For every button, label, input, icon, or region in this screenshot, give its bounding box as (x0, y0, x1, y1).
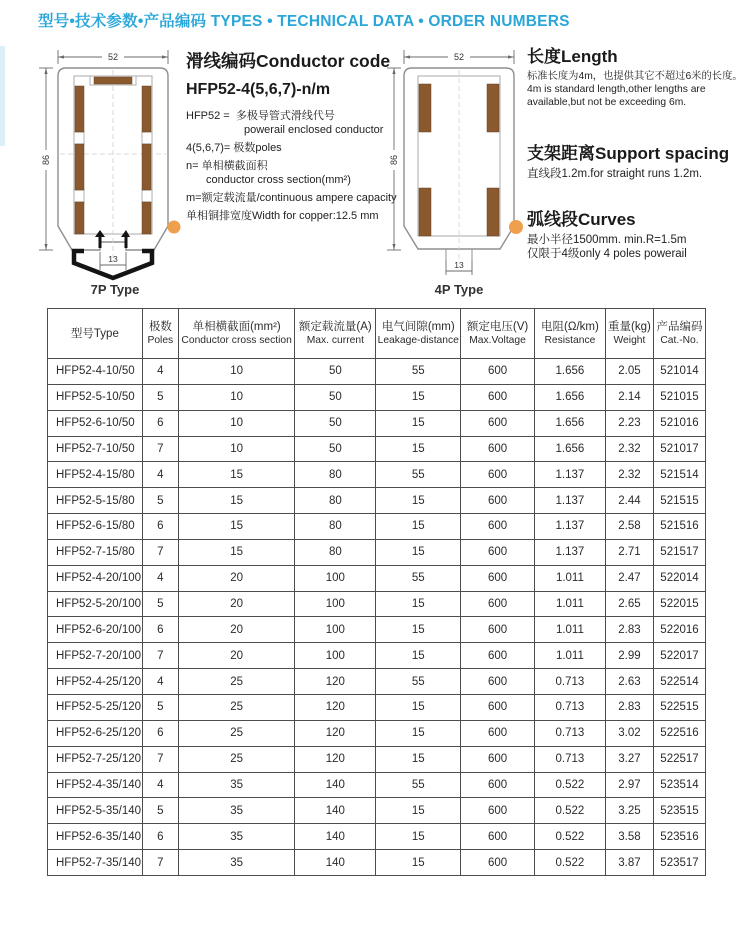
cell-max-current: 80 (295, 514, 376, 540)
legend-n-zh: n= 单相横截面积 (186, 160, 268, 172)
curves-section (527, 205, 750, 261)
cell-type: HFP52-6-10/50 (48, 410, 143, 436)
cell-weight: 2.83 (605, 694, 653, 720)
cell-poles: 5 (142, 488, 178, 514)
cell-max-voltage: 600 (461, 643, 535, 669)
column-header: 额定载流量(A) Max. current (295, 309, 376, 359)
cell-resistance: 1.656 (534, 359, 605, 385)
length-section (527, 42, 750, 109)
cell-max-voltage: 600 (461, 436, 535, 462)
cell-max-voltage: 600 (461, 591, 535, 617)
cell-weight: 2.58 (605, 514, 653, 540)
length-line1: 标准长度为4m，也提供其它不超过6米的长度。 (527, 71, 743, 82)
cell-cross-section: 20 (178, 591, 294, 617)
cell-cross-section: 35 (178, 772, 294, 798)
conductor-code-model: HFP52-4(5,6,7)-n/m (186, 81, 331, 98)
cell-cross-section: 25 (178, 669, 294, 695)
cell-max-voltage: 600 (461, 514, 535, 540)
cell-max-voltage: 600 (461, 384, 535, 410)
page-title: 型号•技术参数•产品编码 TYPES • TECHNICAL DATA • ORDER NUMBERS (38, 13, 570, 30)
cell-resistance: 1.137 (534, 514, 605, 540)
curves-title: 弧线段Curves (527, 210, 636, 229)
cell-weight: 2.63 (605, 669, 653, 695)
cell-cat-no: 521516 (653, 514, 705, 540)
cell-cat-no: 521015 (653, 384, 705, 410)
table-row (48, 591, 706, 617)
cell-resistance: 1.656 (534, 410, 605, 436)
cell-poles: 6 (142, 617, 178, 643)
cell-max-voltage: 600 (461, 488, 535, 514)
cell-cat-no: 523514 (653, 772, 705, 798)
cell-leakage-distance: 15 (376, 539, 461, 565)
cell-max-current: 50 (295, 384, 376, 410)
legend-zh: 多极导管式滑线代号 (235, 110, 335, 122)
cell-type: HFP52-5-10/50 (48, 384, 143, 410)
cell-cat-no: 521514 (653, 462, 705, 488)
cell-type: HFP52-4-35/140 (48, 772, 143, 798)
cell-resistance: 0.522 (534, 850, 605, 876)
cell-cat-no: 521517 (653, 539, 705, 565)
cell-leakage-distance: 15 (376, 514, 461, 540)
legend-n-en: conductor cross section(mm²) (206, 174, 351, 186)
table-row (48, 488, 706, 514)
dim-label-86-4p: 86 (389, 154, 399, 166)
cell-type: HFP52-5-25/120 (48, 694, 143, 720)
cell-max-current: 120 (295, 720, 376, 746)
table-row (48, 410, 706, 436)
table-row (48, 798, 706, 824)
diagram-label-7p: 7P Type (90, 282, 140, 297)
cell-cat-no: 522017 (653, 643, 705, 669)
length-line3: available,but not be exceeding 6m. (527, 97, 687, 108)
table-row (48, 539, 706, 565)
cell-cross-section: 25 (178, 746, 294, 772)
cell-cross-section: 20 (178, 565, 294, 591)
cell-resistance: 1.656 (534, 384, 605, 410)
cell-weight: 2.14 (605, 384, 653, 410)
table-row (48, 384, 706, 410)
cell-leakage-distance: 15 (376, 850, 461, 876)
legend-poles: 4(5,6,7)= 极数poles (186, 142, 282, 154)
cell-max-current: 50 (295, 359, 376, 385)
cell-max-voltage: 600 (461, 694, 535, 720)
cell-weight: 2.32 (605, 436, 653, 462)
cell-cross-section: 15 (178, 462, 294, 488)
cell-max-current: 100 (295, 591, 376, 617)
dim-label-13: 13 (108, 254, 118, 264)
cell-type: HFP52-7-10/50 (48, 436, 143, 462)
cell-max-current: 120 (295, 746, 376, 772)
length-title: 长度Length (527, 47, 618, 66)
cell-leakage-distance: 15 (376, 410, 461, 436)
cell-max-voltage: 600 (461, 772, 535, 798)
cell-max-voltage: 600 (461, 669, 535, 695)
cell-max-current: 140 (295, 824, 376, 850)
cell-resistance: 0.522 (534, 824, 605, 850)
cell-leakage-distance: 15 (376, 488, 461, 514)
cell-poles: 7 (142, 436, 178, 462)
cell-type: HFP52-6-25/120 (48, 720, 143, 746)
table-row (48, 746, 706, 772)
cell-cross-section: 10 (178, 359, 294, 385)
legend-width: 单相铜排宽度Width for copper:12.5 mm (186, 210, 379, 222)
cell-resistance: 0.713 (534, 720, 605, 746)
cell-poles: 5 (142, 384, 178, 410)
cell-leakage-distance: 15 (376, 694, 461, 720)
table-row (48, 617, 706, 643)
cell-resistance: 1.137 (534, 462, 605, 488)
cell-leakage-distance: 15 (376, 591, 461, 617)
cell-resistance: 1.137 (534, 488, 605, 514)
cell-resistance: 1.011 (534, 565, 605, 591)
cell-resistance: 0.522 (534, 798, 605, 824)
cell-cross-section: 15 (178, 539, 294, 565)
cell-type: HFP52-4-15/80 (48, 462, 143, 488)
cell-leakage-distance: 15 (376, 824, 461, 850)
cell-max-current: 100 (295, 617, 376, 643)
cell-cat-no: 523516 (653, 824, 705, 850)
table-row (48, 643, 706, 669)
column-header: 产品编码 Cat.-No. (653, 309, 705, 359)
cell-weight: 2.23 (605, 410, 653, 436)
cell-poles: 7 (142, 539, 178, 565)
table-row (48, 514, 706, 540)
cell-max-current: 140 (295, 772, 376, 798)
spec-table-body (48, 359, 706, 876)
cell-weight: 2.05 (605, 359, 653, 385)
spec-table (47, 308, 706, 876)
table-row (48, 720, 706, 746)
curves-line1: 最小半径1500mm. min.R=1.5m (527, 234, 687, 246)
cell-poles: 6 (142, 824, 178, 850)
cell-weight: 3.27 (605, 746, 653, 772)
diagram-label-4p: 4P Type (434, 282, 484, 297)
4p-cross-section-diagram (386, 44, 526, 300)
cell-type: HFP52-4-25/120 (48, 669, 143, 695)
info-column (527, 42, 750, 261)
cell-weight: 3.87 (605, 850, 653, 876)
dim-label-13-4p: 13 (454, 260, 464, 270)
cell-max-voltage: 600 (461, 720, 535, 746)
cell-cross-section: 35 (178, 850, 294, 876)
cell-resistance: 1.011 (534, 643, 605, 669)
cell-cat-no: 521014 (653, 359, 705, 385)
cell-cat-no: 522517 (653, 746, 705, 772)
dim-label-52-4p: 52 (453, 52, 465, 62)
cell-max-current: 140 (295, 850, 376, 876)
cell-poles: 7 (142, 746, 178, 772)
table-row (48, 436, 706, 462)
column-header: 电阻(Ω/km) Resistance (534, 309, 605, 359)
cell-type: HFP52-5-20/100 (48, 591, 143, 617)
cell-cross-section: 20 (178, 617, 294, 643)
cell-poles: 7 (142, 643, 178, 669)
cell-cat-no: 522516 (653, 720, 705, 746)
cell-resistance: 0.713 (534, 694, 605, 720)
cell-leakage-distance: 15 (376, 643, 461, 669)
curves-line2: 仅限于4级only 4 poles powerail (527, 248, 687, 260)
cell-cross-section: 35 (178, 824, 294, 850)
cell-resistance: 1.011 (534, 617, 605, 643)
cell-type: HFP52-4-10/50 (48, 359, 143, 385)
dim-label-86: 86 (41, 154, 51, 166)
cell-max-voltage: 600 (461, 410, 535, 436)
table-row (48, 565, 706, 591)
cell-weight: 3.02 (605, 720, 653, 746)
cell-cross-section: 10 (178, 384, 294, 410)
cell-resistance: 1.656 (534, 436, 605, 462)
cell-resistance: 1.137 (534, 539, 605, 565)
cell-leakage-distance: 15 (376, 798, 461, 824)
spec-table-header-row (48, 309, 706, 359)
cell-type: HFP52-5-15/80 (48, 488, 143, 514)
cell-weight: 2.99 (605, 643, 653, 669)
cell-leakage-distance: 55 (376, 359, 461, 385)
cell-max-voltage: 600 (461, 824, 535, 850)
cell-cross-section: 10 (178, 410, 294, 436)
cell-leakage-distance: 55 (376, 669, 461, 695)
cell-max-voltage: 600 (461, 746, 535, 772)
cell-poles: 4 (142, 772, 178, 798)
cell-cross-section: 10 (178, 436, 294, 462)
cell-poles: 5 (142, 591, 178, 617)
cell-type: HFP52-6-15/80 (48, 514, 143, 540)
cell-poles: 6 (142, 720, 178, 746)
cell-cat-no: 521515 (653, 488, 705, 514)
cell-max-voltage: 600 (461, 539, 535, 565)
cell-cat-no: 522515 (653, 694, 705, 720)
table-row (48, 669, 706, 695)
column-header: 型号Type (48, 309, 143, 359)
cell-poles: 5 (142, 694, 178, 720)
column-header: 单相横截面(mm²) Conductor cross section (178, 309, 294, 359)
cell-max-current: 50 (295, 436, 376, 462)
cell-cross-section: 25 (178, 694, 294, 720)
column-header: 电气间隙(mm) Leakage-distance (376, 309, 461, 359)
cell-max-current: 80 (295, 462, 376, 488)
table-row (48, 694, 706, 720)
cell-type: HFP52-5-35/140 (48, 798, 143, 824)
cell-max-voltage: 600 (461, 565, 535, 591)
7p-cross-section-diagram (36, 44, 192, 300)
cell-cat-no: 523517 (653, 850, 705, 876)
legend-en: powerail enclosed conductor (244, 124, 384, 136)
cell-cross-section: 20 (178, 643, 294, 669)
cell-cat-no: 523515 (653, 798, 705, 824)
table-row (48, 772, 706, 798)
cell-cat-no: 521017 (653, 436, 705, 462)
cell-cat-no: 522016 (653, 617, 705, 643)
left-margin-accent-strip (0, 46, 5, 146)
cell-cat-no: 522514 (653, 669, 705, 695)
cell-leakage-distance: 15 (376, 436, 461, 462)
column-header: 重量(kg) Weight (605, 309, 653, 359)
table-row (48, 359, 706, 385)
cell-cross-section: 25 (178, 720, 294, 746)
cell-leakage-distance: 15 (376, 746, 461, 772)
cell-weight: 3.25 (605, 798, 653, 824)
cell-resistance: 1.011 (534, 591, 605, 617)
dim-label-52: 52 (107, 52, 119, 62)
cell-leakage-distance: 55 (376, 462, 461, 488)
cell-max-current: 120 (295, 694, 376, 720)
cell-cross-section: 15 (178, 514, 294, 540)
cell-weight: 2.44 (605, 488, 653, 514)
cell-cross-section: 15 (178, 488, 294, 514)
cell-weight: 2.47 (605, 565, 653, 591)
conductor-code-title: 滑线编码Conductor code (186, 51, 391, 71)
cell-poles: 4 (142, 669, 178, 695)
cell-resistance: 0.713 (534, 669, 605, 695)
orange-marker-4p (509, 220, 523, 234)
cell-cross-section: 35 (178, 798, 294, 824)
cell-type: HFP52-6-20/100 (48, 617, 143, 643)
cell-max-voltage: 600 (461, 462, 535, 488)
length-line2: 4m is standard length,other lengths are (527, 84, 706, 95)
cell-type: HFP52-7-25/120 (48, 746, 143, 772)
support-line1: 直线段1.2m.for straight runs 1.2m. (527, 168, 703, 180)
cell-leakage-distance: 55 (376, 565, 461, 591)
cell-weight: 2.32 (605, 462, 653, 488)
cell-leakage-distance: 55 (376, 772, 461, 798)
cell-cat-no: 522015 (653, 591, 705, 617)
cell-max-voltage: 600 (461, 617, 535, 643)
cell-poles: 4 (142, 359, 178, 385)
column-header: 额定电压(V) Max.Voltage (461, 309, 535, 359)
column-header: 极数 Poles (142, 309, 178, 359)
cell-leakage-distance: 15 (376, 720, 461, 746)
cell-cat-no: 521016 (653, 410, 705, 436)
cell-poles: 6 (142, 514, 178, 540)
cell-max-voltage: 600 (461, 798, 535, 824)
cell-weight: 2.71 (605, 539, 653, 565)
table-row (48, 462, 706, 488)
cell-poles: 5 (142, 798, 178, 824)
support-title: 支架距离Support spacing (527, 144, 730, 163)
cell-max-current: 100 (295, 565, 376, 591)
cell-weight: 2.83 (605, 617, 653, 643)
cell-weight: 2.97 (605, 772, 653, 798)
cell-max-current: 120 (295, 669, 376, 695)
cell-poles: 6 (142, 410, 178, 436)
legend-m: m=额定载流量/continuous ampere capacity (186, 192, 397, 204)
cell-max-current: 50 (295, 410, 376, 436)
cell-max-voltage: 600 (461, 850, 535, 876)
cell-type: HFP52-7-15/80 (48, 539, 143, 565)
cell-type: HFP52-7-20/100 (48, 643, 143, 669)
orange-marker-7p (168, 221, 181, 234)
cell-resistance: 0.713 (534, 746, 605, 772)
legend-key: HFP52 = (186, 110, 230, 122)
support-spacing-section (527, 139, 750, 181)
table-row (48, 824, 706, 850)
cell-poles: 4 (142, 462, 178, 488)
cell-poles: 4 (142, 565, 178, 591)
cell-type: HFP52-7-35/140 (48, 850, 143, 876)
cell-max-current: 80 (295, 488, 376, 514)
cell-leakage-distance: 15 (376, 617, 461, 643)
cell-type: HFP52-4-20/100 (48, 565, 143, 591)
cell-max-current: 140 (295, 798, 376, 824)
cell-weight: 3.58 (605, 824, 653, 850)
cell-type: HFP52-6-35/140 (48, 824, 143, 850)
cell-max-voltage: 600 (461, 359, 535, 385)
table-row (48, 850, 706, 876)
cell-weight: 2.65 (605, 591, 653, 617)
cell-leakage-distance: 15 (376, 384, 461, 410)
cell-poles: 7 (142, 850, 178, 876)
cell-resistance: 0.522 (534, 772, 605, 798)
cell-max-current: 100 (295, 643, 376, 669)
cell-max-current: 80 (295, 539, 376, 565)
cell-cat-no: 522014 (653, 565, 705, 591)
